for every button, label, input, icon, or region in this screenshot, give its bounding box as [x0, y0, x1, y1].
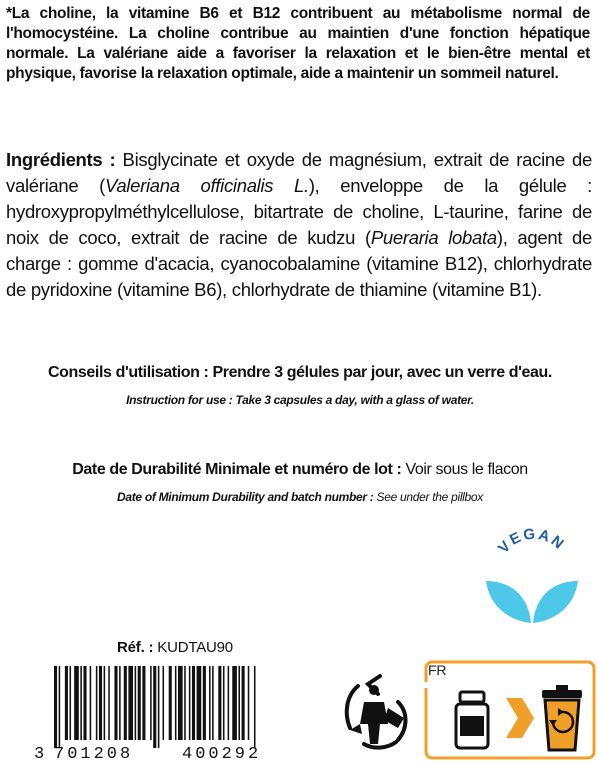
- barcode-bar: [223, 666, 225, 740]
- barcode-bar: [248, 666, 250, 740]
- usage-instructions-en: Instruction for use : Take 3 capsules a day, with a glass of water.: [126, 393, 474, 407]
- barcode-bar: [119, 666, 121, 740]
- ingredients-text-1: Bisglycinate et oxyde de magnésium, extrait de racine de valériane (: [6, 149, 592, 196]
- ingredients-label: Ingrédients :: [6, 149, 116, 170]
- barcode-first-digit: 3: [34, 745, 45, 762]
- ingredients-latin-2: Pueraria lobata: [370, 227, 497, 248]
- barcode-bar: [197, 666, 202, 740]
- barcode-bar: [96, 666, 98, 740]
- barcode-bar: [212, 666, 214, 740]
- ingredients-block: [6, 147, 592, 303]
- usage-instructions-fr: Conseils d'utilisation : Prendre 3 gélules par jour, avec un verre d'eau.: [48, 364, 552, 381]
- barcode-left-digits: 701208: [54, 745, 134, 762]
- barcode-bar: [232, 666, 237, 740]
- durability-en: [0, 490, 600, 504]
- barcode-bars: [54, 666, 256, 748]
- product-reference: [117, 639, 233, 656]
- reference-value: KUDTAU90: [153, 639, 233, 656]
- vegan-label: VEGAN: [495, 525, 569, 557]
- barcode-bar: [158, 666, 160, 748]
- barcode-bar: [83, 666, 86, 740]
- barcode-bar: [138, 666, 141, 740]
- triman-icon: [338, 668, 416, 754]
- barcode-bar: [104, 666, 106, 740]
- barcode-bar: [90, 666, 92, 740]
- recycle-bin-icon: [542, 685, 582, 750]
- barcode-bar: [238, 666, 240, 740]
- ingredients-text-2: ), enveloppe de la gélule : hydroxypropylméthylcellulose, bitartrate de choline, L-taurine, farine de noix de coco, extrait de racine de kudzu (: [6, 175, 593, 248]
- durability-en-label: Date of Minimum Durability and batch number :: [116, 490, 374, 504]
- durability-fr-label: Date de Durabilité Minimale et numéro de lot :: [72, 461, 402, 478]
- ingredients-text-3: ), agent de charge : gomme d'acacia, cyanocobalamine (vitamine B12), chlorhydrate de pyridoxine (vitamine B6), chlorhydrate de thiamine (vitamine B1).: [6, 227, 593, 300]
- durability-fr-value: Voir sous le flacon: [401, 461, 528, 478]
- barcode-bar: [254, 666, 256, 748]
- barcode-bar: [135, 666, 137, 740]
- barcode-bar: [228, 666, 230, 740]
- barcode-bar: [169, 666, 172, 740]
- durability-fr: [0, 461, 600, 479]
- vegan-badge: [482, 523, 582, 633]
- barcode-bar: [114, 666, 117, 740]
- barcode-bar: [163, 666, 165, 740]
- barcode-bar: [80, 666, 82, 740]
- barcode-right-digits: 400292: [182, 745, 262, 762]
- barcode-bar: [54, 666, 57, 748]
- barcode-bar: [99, 666, 102, 740]
- barcode-bar: [153, 666, 156, 748]
- country-code: FR: [428, 662, 447, 678]
- recycling-info-panel: [424, 660, 596, 760]
- barcode-bar: [108, 666, 110, 740]
- reference-label: Réf. :: [117, 639, 154, 656]
- barcode-bar: [128, 666, 133, 740]
- barcode-bar: [59, 666, 61, 748]
- barcode-bar: [150, 666, 152, 740]
- barcode-bar: [189, 666, 191, 740]
- ingredients-latin-1: Valeriana officinalis L.: [104, 175, 309, 196]
- barcode-bar: [65, 666, 68, 740]
- barcode-bar: [218, 666, 221, 740]
- vegan-leaves-icon: [486, 581, 578, 623]
- barcode-bar: [178, 666, 183, 740]
- durability-en-value: See under the pillbox: [373, 490, 483, 504]
- health-claims: *La choline, la vitamine B6 et B12 contribuent au métabolisme normal de l'homocystéine. La choline contribue au maintien d'une fonction hépatique normale. La valériane aide a favoriser la relaxation et le bien-être mental et physique, favorise la relaxation optimale, aide a maintenir un sommeil naturel.: [6, 5, 590, 82]
- barcode-bar: [70, 666, 72, 740]
- barcode-bar: [124, 666, 127, 740]
- ean-barcode: [32, 664, 310, 762]
- barcode-bar: [184, 666, 186, 740]
- barcode-bar: [242, 666, 245, 740]
- svg-text:VEGAN: [495, 526, 568, 557]
- barcode-bar: [175, 666, 177, 740]
- barcode-bar: [209, 666, 211, 740]
- barcode-bar: [192, 666, 195, 740]
- barcode-bar: [203, 666, 206, 740]
- barcode-bar: [74, 666, 79, 740]
- barcode-bar: [142, 666, 145, 740]
